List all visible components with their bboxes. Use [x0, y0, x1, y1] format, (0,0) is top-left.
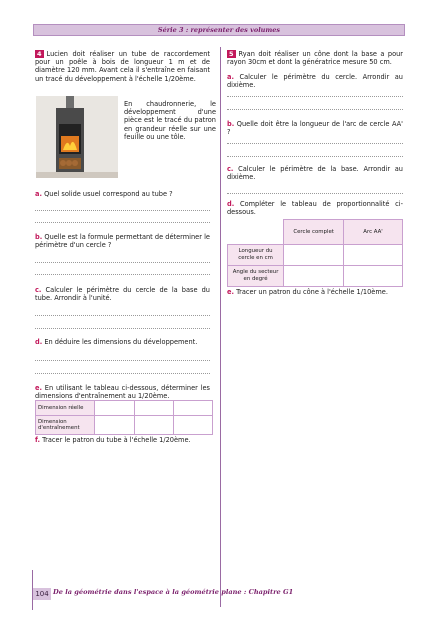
answer-line[interactable]	[227, 109, 403, 110]
ex4-qa-letter: a.	[35, 190, 42, 198]
ex5-intro-text: Ryan doit réaliser un cône dont la base a pour rayon 30cm et dont la génératrice mesure 50 cm.	[227, 50, 403, 67]
answer-line[interactable]	[35, 315, 210, 316]
ex4-qc-text: Calculer le périmètre du cercle de la base du tube. Arrondir à l'unité.	[35, 286, 210, 303]
ex5-question-c	[227, 165, 403, 181]
row-label: Longueur du cercle en cm	[228, 244, 284, 265]
ex4-qb-letter: b.	[35, 233, 43, 241]
ex4-qf-letter: f.	[35, 436, 41, 444]
ex4-question-b	[35, 233, 210, 249]
ex5-question-e	[227, 288, 403, 296]
ex5-question-b	[227, 120, 403, 136]
chapter-footer: De la géométrie dans l'espace à la géométrie plane : Chapitre G1	[53, 588, 294, 596]
answer-line[interactable]	[227, 96, 403, 97]
answer-line[interactable]	[35, 222, 210, 223]
table-row	[228, 244, 403, 265]
ex5-qa-letter: a.	[227, 73, 234, 81]
ex4-question-f	[35, 436, 210, 444]
table-row	[36, 416, 213, 435]
series-title: Série 3 : représenter des volumes	[33, 24, 405, 36]
answer-line[interactable]	[35, 274, 210, 275]
wood-stove-image	[36, 96, 118, 178]
ex5-qb-text: Quelle doit être la longueur de l'arc de cercle AA' ?	[227, 120, 403, 137]
ex5-qd-letter: d.	[227, 200, 235, 208]
table-cell[interactable]	[344, 265, 403, 286]
table-cell[interactable]	[134, 416, 173, 435]
table-cell[interactable]	[284, 244, 344, 265]
column-header: Arc AA'	[344, 220, 403, 245]
ex4-qc-letter: c.	[35, 286, 42, 294]
table-cell[interactable]	[173, 416, 212, 435]
table-cell[interactable]	[95, 401, 134, 416]
row-label: Angle du secteur en degré	[228, 265, 284, 286]
ex4-question-d	[35, 338, 210, 346]
table-corner	[228, 220, 284, 245]
ex5-qc-letter: c.	[227, 165, 234, 173]
ex5-question-a	[227, 73, 403, 89]
column-divider	[220, 47, 221, 607]
ex5-proportionality-table	[227, 219, 403, 287]
answer-line[interactable]	[35, 360, 210, 361]
ex5-question-d	[227, 200, 403, 216]
table-cell[interactable]	[95, 416, 134, 435]
ex4-intro-text: Lucien doit réaliser un tube de raccordement pour un poêle à bois de longueur 1 m et de diamètre 120 mm. Avant cela il s'entraîne en faisant un tracé du développement à l'échelle 1/20ème.	[35, 50, 210, 83]
row-label: Dimension d'entraînement	[36, 416, 95, 435]
ex4-side-note: En chaudronnerie, le développement d'une pièce est le tracé du patron en grandeur réelle sur une feuille ou une tôle.	[124, 100, 216, 141]
table-row	[228, 265, 403, 286]
table-cell[interactable]	[344, 244, 403, 265]
ex4-question-c	[35, 286, 210, 302]
ex4-qd-letter: d.	[35, 338, 43, 346]
ex4-question-e	[35, 384, 210, 400]
row-label: Dimension réelle	[36, 401, 95, 416]
answer-line[interactable]	[35, 210, 210, 211]
table-row	[36, 401, 213, 416]
ex5-intro	[227, 50, 403, 66]
ex4-intro	[35, 50, 210, 83]
ex4-number-badge: 4	[37, 50, 42, 58]
table-cell[interactable]	[173, 401, 212, 416]
answer-line[interactable]	[35, 373, 210, 374]
answer-line[interactable]	[227, 143, 403, 144]
page-number: 104	[33, 588, 51, 600]
ex5-qc-text: Calculer le périmètre de la base. Arrondir au dixième.	[227, 165, 403, 182]
ex5-number-badge: 5	[229, 50, 234, 58]
ex5-qe-text: Tracer un patron du cône à l'échelle 1/10ème.	[236, 288, 388, 296]
ex4-qd-text: En déduire les dimensions du développement.	[44, 338, 198, 346]
table-row	[228, 220, 403, 245]
ex5-qe-letter: e.	[227, 288, 234, 296]
ex5-qb-letter: b.	[227, 120, 235, 128]
ex4-qf-text: Tracer le patron du tube à l'échelle 1/20ème.	[42, 436, 191, 444]
ex4-question-a	[35, 190, 210, 198]
answer-line[interactable]	[35, 328, 210, 329]
table-cell[interactable]	[284, 265, 344, 286]
ex4-qe-text: En utilisant le tableau ci-dessous, déterminer les dimensions d'entraînement au 1/20ème.	[35, 384, 210, 401]
ex4-qe-letter: e.	[35, 384, 42, 392]
column-header: Cercle complet	[284, 220, 344, 245]
ex4-qb-text: Quelle est la formule permettant de déterminer le périmètre d'un cercle ?	[35, 233, 210, 250]
ex4-dimensions-table	[35, 400, 213, 435]
answer-line[interactable]	[35, 262, 210, 263]
ex5-qa-text: Calculer le périmètre du cercle. Arrondir au dixième.	[227, 73, 403, 90]
table-cell[interactable]	[134, 401, 173, 416]
ex5-qd-text: Compléter le tableau de proportionnalité ci-dessous.	[227, 200, 403, 217]
ex4-qa-text: Quel solide usuel correspond au tube ?	[44, 190, 173, 198]
answer-line[interactable]	[227, 156, 403, 157]
answer-line[interactable]	[227, 193, 403, 194]
